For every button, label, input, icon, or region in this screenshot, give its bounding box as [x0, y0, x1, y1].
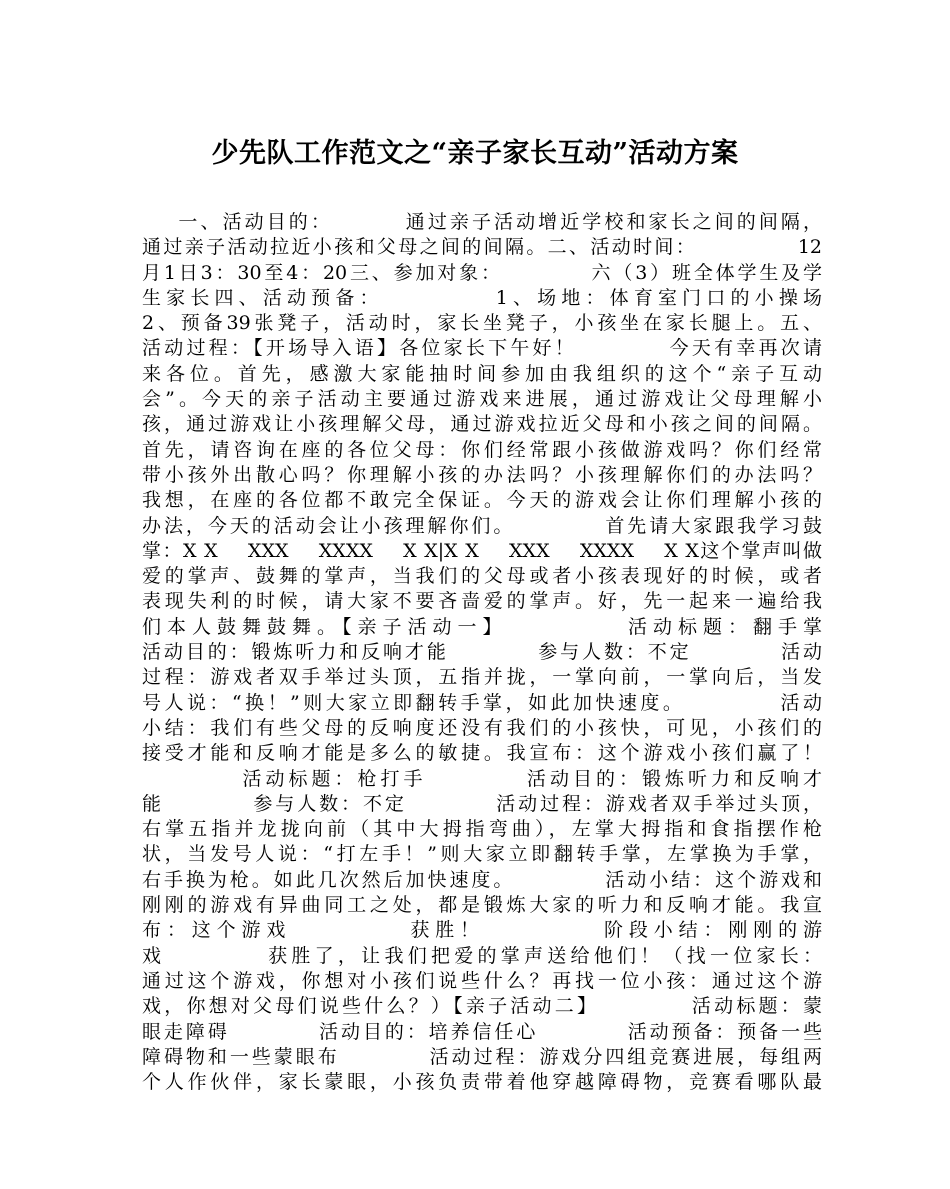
body-text-line: 办法，今天的活动会让小孩理解你们。 首先请大家跟我学习鼓 — [142, 514, 822, 537]
body-text-line: 活动标题：枪打手 活动目的：锻炼听力和反响才 — [142, 767, 822, 790]
body-text-line: 2、预备39张凳子，活动时，家长坐凳子，小孩坐在家长腿上。五、 — [142, 312, 822, 335]
body-text-line: 表现失利的时候，请大家不要吝啬爱的掌声。好，先一起来一遍给我 — [142, 590, 822, 613]
body-text-line: 活动目的：锻炼听力和反响才能 参与人数：不定 活动 — [142, 641, 822, 664]
body-text-line: 们本人鼓舞鼓舞。【亲子活动一】 活动标题：翻手掌 — [142, 615, 822, 638]
body-text-line: 掌：X X XXX XXXX X X|X X XXX XXXX X X这个掌声叫做 — [142, 539, 822, 562]
body-text-line: 状，当发号人说：“打左手！”则大家立即翻转手掌，左掌换为手掌， — [142, 843, 822, 866]
body-text-line: 通过这个游戏，你想对小孩们说些什么？再找一位小孩：通过这个游 — [142, 969, 822, 992]
body-text-line: 孩，通过游戏让小孩理解父母，通过游戏拉近父母和小孩之间的间隔。 — [142, 413, 822, 436]
body-text-line: 过程：游戏者双手举过头顶，五指并拢，一掌向前，一掌向后，当发 — [142, 666, 822, 689]
body-text-line: 接受才能和反响才能是多么的敏捷。我宣布：这个游戏小孩们赢了！ — [142, 742, 822, 765]
body-text-line: 月1日3：30至4：20三、参加对象： 六（3）班全体学生及学 — [142, 261, 822, 284]
body-text-line: 个人作伙伴，家长蒙眼，小孩负责带着他穿越障碍物，竞赛看哪队最 — [142, 1071, 822, 1094]
body-text-line: 来各位。首先，感激大家能抽时间参加由我组织的这个“亲子互动 — [142, 362, 822, 385]
body-text-line: 戏 获胜了，让我们把爱的掌声送给他们！（找一位家长： — [142, 944, 822, 967]
body-text-line: 布：这个游戏 获胜！ 阶段小结：刚刚的游 — [142, 919, 822, 942]
body-text-line: 我想，在座的各位都不敢完全保证。今天的游戏会让你们理解小孩的 — [142, 489, 822, 512]
document-title: 少先队工作范文之“亲子家长互动”活动方案 — [211, 138, 739, 169]
body-text-line: 右掌五指并龙拢向前（其中大拇指弯曲），左掌大拇指和食指摆作枪 — [142, 818, 822, 841]
body-text-line: 眼走障碍 活动目的：培养信任心 活动预备：预备一些 — [142, 1020, 822, 1043]
body-text-line: 一、活动目的： 通过亲子活动增近学校和家长之间的间隔， — [142, 211, 822, 233]
body-text-line: 爱的掌声、鼓舞的掌声，当我们的父母或者小孩表现好的时候，或者 — [142, 565, 822, 588]
body-text-line: 通过亲子活动拉近小孩和父母之间的间隔。二、活动时间： 12 — [142, 236, 822, 259]
body-text-line: 戏，你想对父母们说些什么？）【亲子活动二】 活动标题：蒙 — [142, 995, 822, 1018]
document-body — [142, 210, 822, 1095]
body-text-line: 号人说：“换！”则大家立即翻转手掌，如此加快速度。 活动 — [142, 691, 822, 714]
body-text-line: 小结：我们有些父母的反响度还没有我们的小孩快，可见，小孩们的 — [142, 716, 822, 739]
body-text-line: 活动过程：【开场导入语】各位家长下午好！ 今天有幸再次请 — [142, 337, 822, 360]
body-text-line: 生家长四、活动预备： 1、场地：体育室门口的小操场 — [142, 286, 822, 309]
body-text-line: 障碍物和一些蒙眼布 活动过程：游戏分四组竞赛进展，每组两 — [142, 1045, 822, 1068]
body-text-line: 带小孩外出散心吗？你理解小孩的办法吗？小孩理解你们的办法吗？ — [142, 463, 822, 486]
body-text-line: 首先，请咨询在座的各位父母：你们经常跟小孩做游戏吗？你们经常 — [142, 438, 822, 461]
body-text-line: 右手换为枪。如此几次然后加快速度。 活动小结：这个游戏和 — [142, 868, 822, 891]
body-text-line: 会”。今天的亲子活动主要通过游戏来进展，通过游戏让父母理解小 — [142, 388, 822, 411]
body-text-line: 刚刚的游戏有异曲同工之处，都是锻炼大家的听力和反响才能。我宣 — [142, 894, 822, 917]
body-text-line: 能 参与人数：不定 活动过程：游戏者双手举过头顶， — [142, 792, 822, 815]
